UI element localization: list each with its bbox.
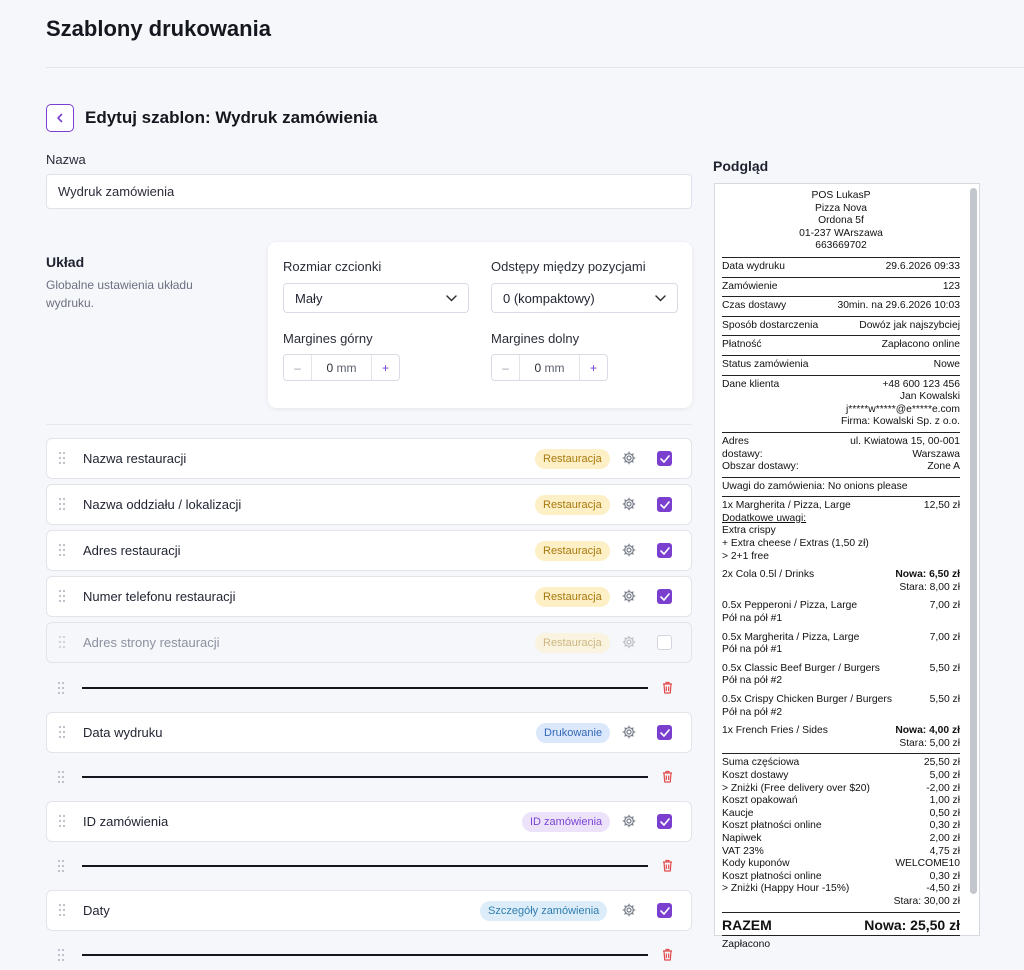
check-icon [660,818,670,826]
check-icon [660,593,670,601]
receipt-preview[interactable] [714,183,980,950]
margin-bottom-stepper [491,354,608,381]
font-size-select[interactable] [283,283,469,313]
increment-button[interactable]: + [579,355,607,380]
row-label: ID zamówienia [83,814,169,829]
drag-handle-icon[interactable] [57,948,65,962]
gear-icon[interactable] [622,451,636,465]
row-label: Daty [83,903,110,918]
category-badge: Restauracja [535,495,610,515]
template-row [46,801,692,842]
category-badge: ID zamówienia [522,812,610,832]
separator-line [82,865,648,867]
enabled-checkbox[interactable] [657,725,672,740]
margin-top-label: Margines górny [283,331,373,346]
separator-line [82,776,648,778]
layout-section-description: Globalne ustawienia układu wydruku. [46,278,193,310]
category-badge: Szczegóły zamówienia [480,901,607,921]
increment-button[interactable]: + [371,355,399,380]
receipt-field: Czas dostawy 30min. na 29.6.2026 10:03 [722,296,960,316]
separator-line [82,954,648,956]
chevron-down-icon [446,295,457,302]
trash-icon[interactable] [662,681,673,694]
receipt-client: Dane klienta +48 600 123 456 Jan Kowalski j*****w*****@e*****e.com Firma: Kowalski Sp. z o.o. [722,375,960,432]
template-row [46,576,692,617]
category-badge: Restauracja [535,633,610,653]
decrement-button[interactable]: – [284,355,312,380]
receipt-field: Sposób dostarczenia Dowóz jak najszybciej [722,316,960,336]
category-badge: Restauracja [535,449,610,469]
enabled-checkbox[interactable] [657,589,672,604]
font-size-value: Mały [295,290,323,306]
check-icon [660,907,670,915]
restaurant-phone: 663669702 [815,240,867,252]
chevron-left-icon [55,113,65,123]
chevron-down-icon [655,295,666,302]
receipt-field: Data wydruku 29.6.2026 09:33 [722,257,960,277]
enabled-checkbox[interactable] [657,903,672,918]
separator-line-row [46,762,692,792]
row-label: Nazwa oddziału / lokalizacji [83,497,242,512]
page-title: Szablony drukowania [46,16,271,41]
gear-icon[interactable] [622,725,636,739]
enabled-checkbox[interactable] [657,497,672,512]
template-row [46,438,692,479]
separator-line-row [46,851,692,881]
receipt-paid-status: Zapłacono [722,935,960,955]
check-icon [660,501,670,509]
receipt-notes: Uwagi do zamówienia: No onions please [722,477,960,497]
drag-handle-icon[interactable] [58,635,66,649]
template-row [46,890,692,931]
row-label: Adres strony restauracji [83,635,220,650]
drag-handle-icon[interactable] [57,859,65,873]
row-label: Adres restauracji [83,543,181,558]
receipt-field: Zamówienie 123 [722,277,960,297]
drag-handle-icon[interactable] [58,814,66,828]
gear-icon[interactable] [622,497,636,511]
check-icon [660,547,670,555]
drag-handle-icon[interactable] [57,770,65,784]
enabled-checkbox[interactable] [657,635,672,650]
drag-handle-icon[interactable] [57,681,65,695]
scrollbar[interactable] [970,188,977,894]
drag-handle-icon[interactable] [58,497,66,511]
template-name-input[interactable] [46,174,692,209]
category-badge: Drukowanie [536,723,610,743]
separator-line [82,687,648,689]
template-row [46,484,692,525]
margin-top-value[interactable]: 0 mm [326,360,357,375]
gear-icon[interactable] [622,635,636,649]
enabled-checkbox[interactable] [657,451,672,466]
back-button[interactable] [46,104,74,132]
restaurant-name: POS LukasP [811,190,871,201]
check-icon [660,455,670,463]
font-size-label: Rozmiar czcionki [283,259,382,274]
receipt-items: 1x Margherita / Pizza, Large 12,50 zł Dodatkowe uwagi: Extra crispy + Extra cheese / Extras (1,50 zł) > 2+1 free 2x Cola 0.5l / Drinks Nowa: 6,50 zł Stara: 8,00 zł 0.5x Pepperoni / Pizza, Large 7,00 zł Pół na pół #1 0.5x Margherita / Pizza, Large 7,00 zł Pół na pół #1 0.5x Classic Beef Burger / Burgers 5,50 zł Pół na pół #2 0.5x Crispy Chicken Burger / Burgers 5,50 zł Pół na pół #2 1x French Fries / Sides Nowa: 4,00 zł Stara: 5,00 zł [722,496,960,753]
section-divider [46,424,692,425]
restaurant-city: 01-237 WArszawa [799,227,883,239]
spacing-select[interactable] [491,283,678,313]
template-row [46,712,692,753]
margin-top-stepper [283,354,400,381]
margin-bottom-value[interactable]: 0 mm [534,360,565,375]
category-badge: Restauracja [535,587,610,607]
receipt-total: RAZEM Nowa: 25,50 zł [722,912,960,935]
trash-icon[interactable] [662,770,673,783]
separator-line-row [46,940,692,970]
header-divider [46,67,1024,68]
drag-handle-icon[interactable] [58,725,66,739]
edit-template-title: Edytuj szablon: Wydruk zamówienia [85,108,378,127]
gear-icon[interactable] [622,543,636,557]
row-label: Nazwa restauracji [83,451,187,466]
receipt-field: Płatność Zapłacono online [722,335,960,355]
drag-handle-icon[interactable] [58,903,66,917]
drag-handle-icon[interactable] [58,543,66,557]
drag-handle-icon[interactable] [58,589,66,603]
branch-name: Pizza Nova [814,202,868,214]
restaurant-street: Ordona 5f [818,215,864,227]
row-label: Data wydruku [83,725,163,740]
name-label: Nazwa [46,152,86,167]
spacing-value: 0 (kompaktowy) [503,290,595,306]
margin-bottom-label: Margines dolny [491,331,580,346]
decrement-button[interactable]: – [492,355,520,380]
receipt-summary: Suma częściowa 25,50 zł Koszt dostawy 5,00 zł > Zniżki (Free delivery over $20) -2,00 zł Koszt opakowań 1,00 zł Kaucje 0,50 zł Koszt płatności online 0,30 zł Napiwek 2,00 zł VAT 23% 4,75 zł Kody kuponów WELCOME10 Koszt płatności online 0,30 zł > Zniżki (Happy Hour -15%) -4,50 zł Stara: 30,00 zł [722,753,960,911]
trash-icon[interactable] [662,859,673,872]
preview-title: Podgląd [713,158,769,174]
row-label: Numer telefonu restauracji [83,589,236,604]
gear-icon[interactable] [622,589,636,603]
template-row [46,530,692,571]
gear-icon[interactable] [622,814,636,828]
separator-line-row [46,673,692,703]
template-row-disabled [46,622,692,663]
layout-settings-card [268,242,692,408]
spacing-label: Odstępy między pozycjami [491,259,646,274]
category-badge: Restauracja [535,541,610,561]
drag-handle-icon[interactable] [58,451,66,465]
gear-icon[interactable] [622,903,636,917]
receipt-header [722,190,960,257]
receipt-content [722,190,960,954]
check-icon [660,729,670,737]
receipt-field: Status zamówienia Nowe [722,355,960,375]
enabled-checkbox[interactable] [657,543,672,558]
enabled-checkbox[interactable] [657,814,672,829]
trash-icon[interactable] [662,948,673,961]
receipt-address: Adres ul. Kwiatowa 15, 00-001 dostawy: Warszawa Obszar dostawy: Zone A [722,432,960,477]
layout-section-title: Układ [46,254,85,270]
